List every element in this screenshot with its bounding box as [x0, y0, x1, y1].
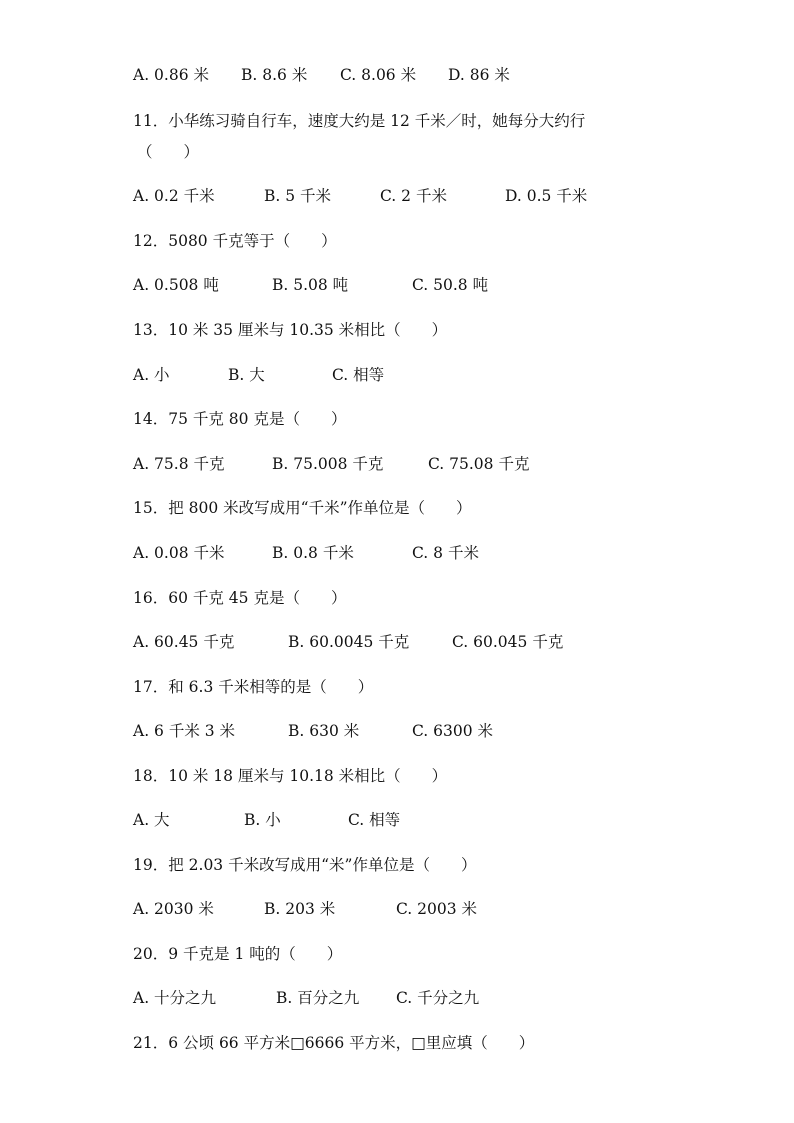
option-c: C. 6300 米 — [412, 722, 494, 740]
option-c: C. 8.06 米 — [340, 66, 417, 84]
option-a: A. 0.08 千米 — [133, 544, 225, 562]
question-13: 13．10 米 35 厘米与 10.35 米相比（ ） — [133, 321, 448, 339]
question-15: 15．把 800 米改写成用“千米”作单位是（ ） — [133, 499, 472, 517]
option-c: C. 相等 — [348, 811, 401, 829]
option-b: B. 小 — [244, 811, 281, 829]
option-a: A. 75.8 千克 — [133, 455, 225, 473]
option-a: A. 6 千米 3 米 — [133, 722, 236, 740]
option-c: C. 2003 米 — [396, 900, 478, 918]
question-17: 17．和 6.3 千米相等的是（ ） — [133, 678, 374, 696]
question-14: 14．75 千克 80 克是（ ） — [133, 410, 347, 428]
option-b: B. 0.8 千米 — [272, 544, 354, 562]
option-c: C. 相等 — [332, 366, 385, 384]
option-b: B. 203 米 — [264, 900, 336, 918]
option-a: A. 0.508 吨 — [133, 276, 219, 294]
question-12: 12．5080 千克等于（ ） — [133, 232, 337, 250]
question-18: 18．10 米 18 厘米与 10.18 米相比（ ） — [133, 767, 448, 785]
question-16: 16．60 千克 45 克是（ ） — [133, 589, 347, 607]
option-a: A. 0.2 千米 — [133, 187, 215, 205]
option-c: C. 8 千米 — [412, 544, 479, 562]
option-a: A. 60.45 千克 — [133, 633, 235, 651]
option-d: D. 0.5 千米 — [505, 187, 588, 205]
question-11-blank: （ ） — [137, 143, 200, 161]
option-b: B. 百分之九 — [276, 989, 360, 1007]
option-b: B. 大 — [228, 366, 265, 384]
question-20: 20．9 千克是 1 吨的（ ） — [133, 945, 343, 963]
option-a: A. 小 — [133, 366, 170, 384]
option-c: C. 50.8 吨 — [412, 276, 489, 294]
option-c: C. 千分之九 — [396, 989, 480, 1007]
option-a: A. 十分之九 — [133, 989, 217, 1007]
question-21: 21．6 公顷 66 平方米□6666 平方米，□里应填（ ） — [133, 1034, 535, 1052]
option-b: B. 630 米 — [288, 722, 360, 740]
option-c: C. 60.045 千克 — [452, 633, 564, 651]
option-b: B. 75.008 千克 — [272, 455, 384, 473]
option-b: B. 5 千米 — [264, 187, 332, 205]
question-19: 19．把 2.03 千米改写成用“米”作单位是（ ） — [133, 856, 477, 874]
option-b: B. 60.0045 千克 — [288, 633, 410, 651]
option-a: A. 2030 米 — [133, 900, 214, 918]
option-c: C. 75.08 千克 — [428, 455, 530, 473]
option-b: B. 8.6 米 — [241, 66, 308, 84]
question-11: 11．小华练习骑自行车，速度大约是 12 千米／时，她每分大约行 — [133, 112, 586, 130]
option-c: C. 2 千米 — [380, 187, 447, 205]
option-a: A. 0.86 米 — [133, 66, 209, 84]
option-a: A. 大 — [133, 811, 170, 829]
option-d: D. 86 米 — [448, 66, 510, 84]
option-b: B. 5.08 吨 — [272, 276, 349, 294]
